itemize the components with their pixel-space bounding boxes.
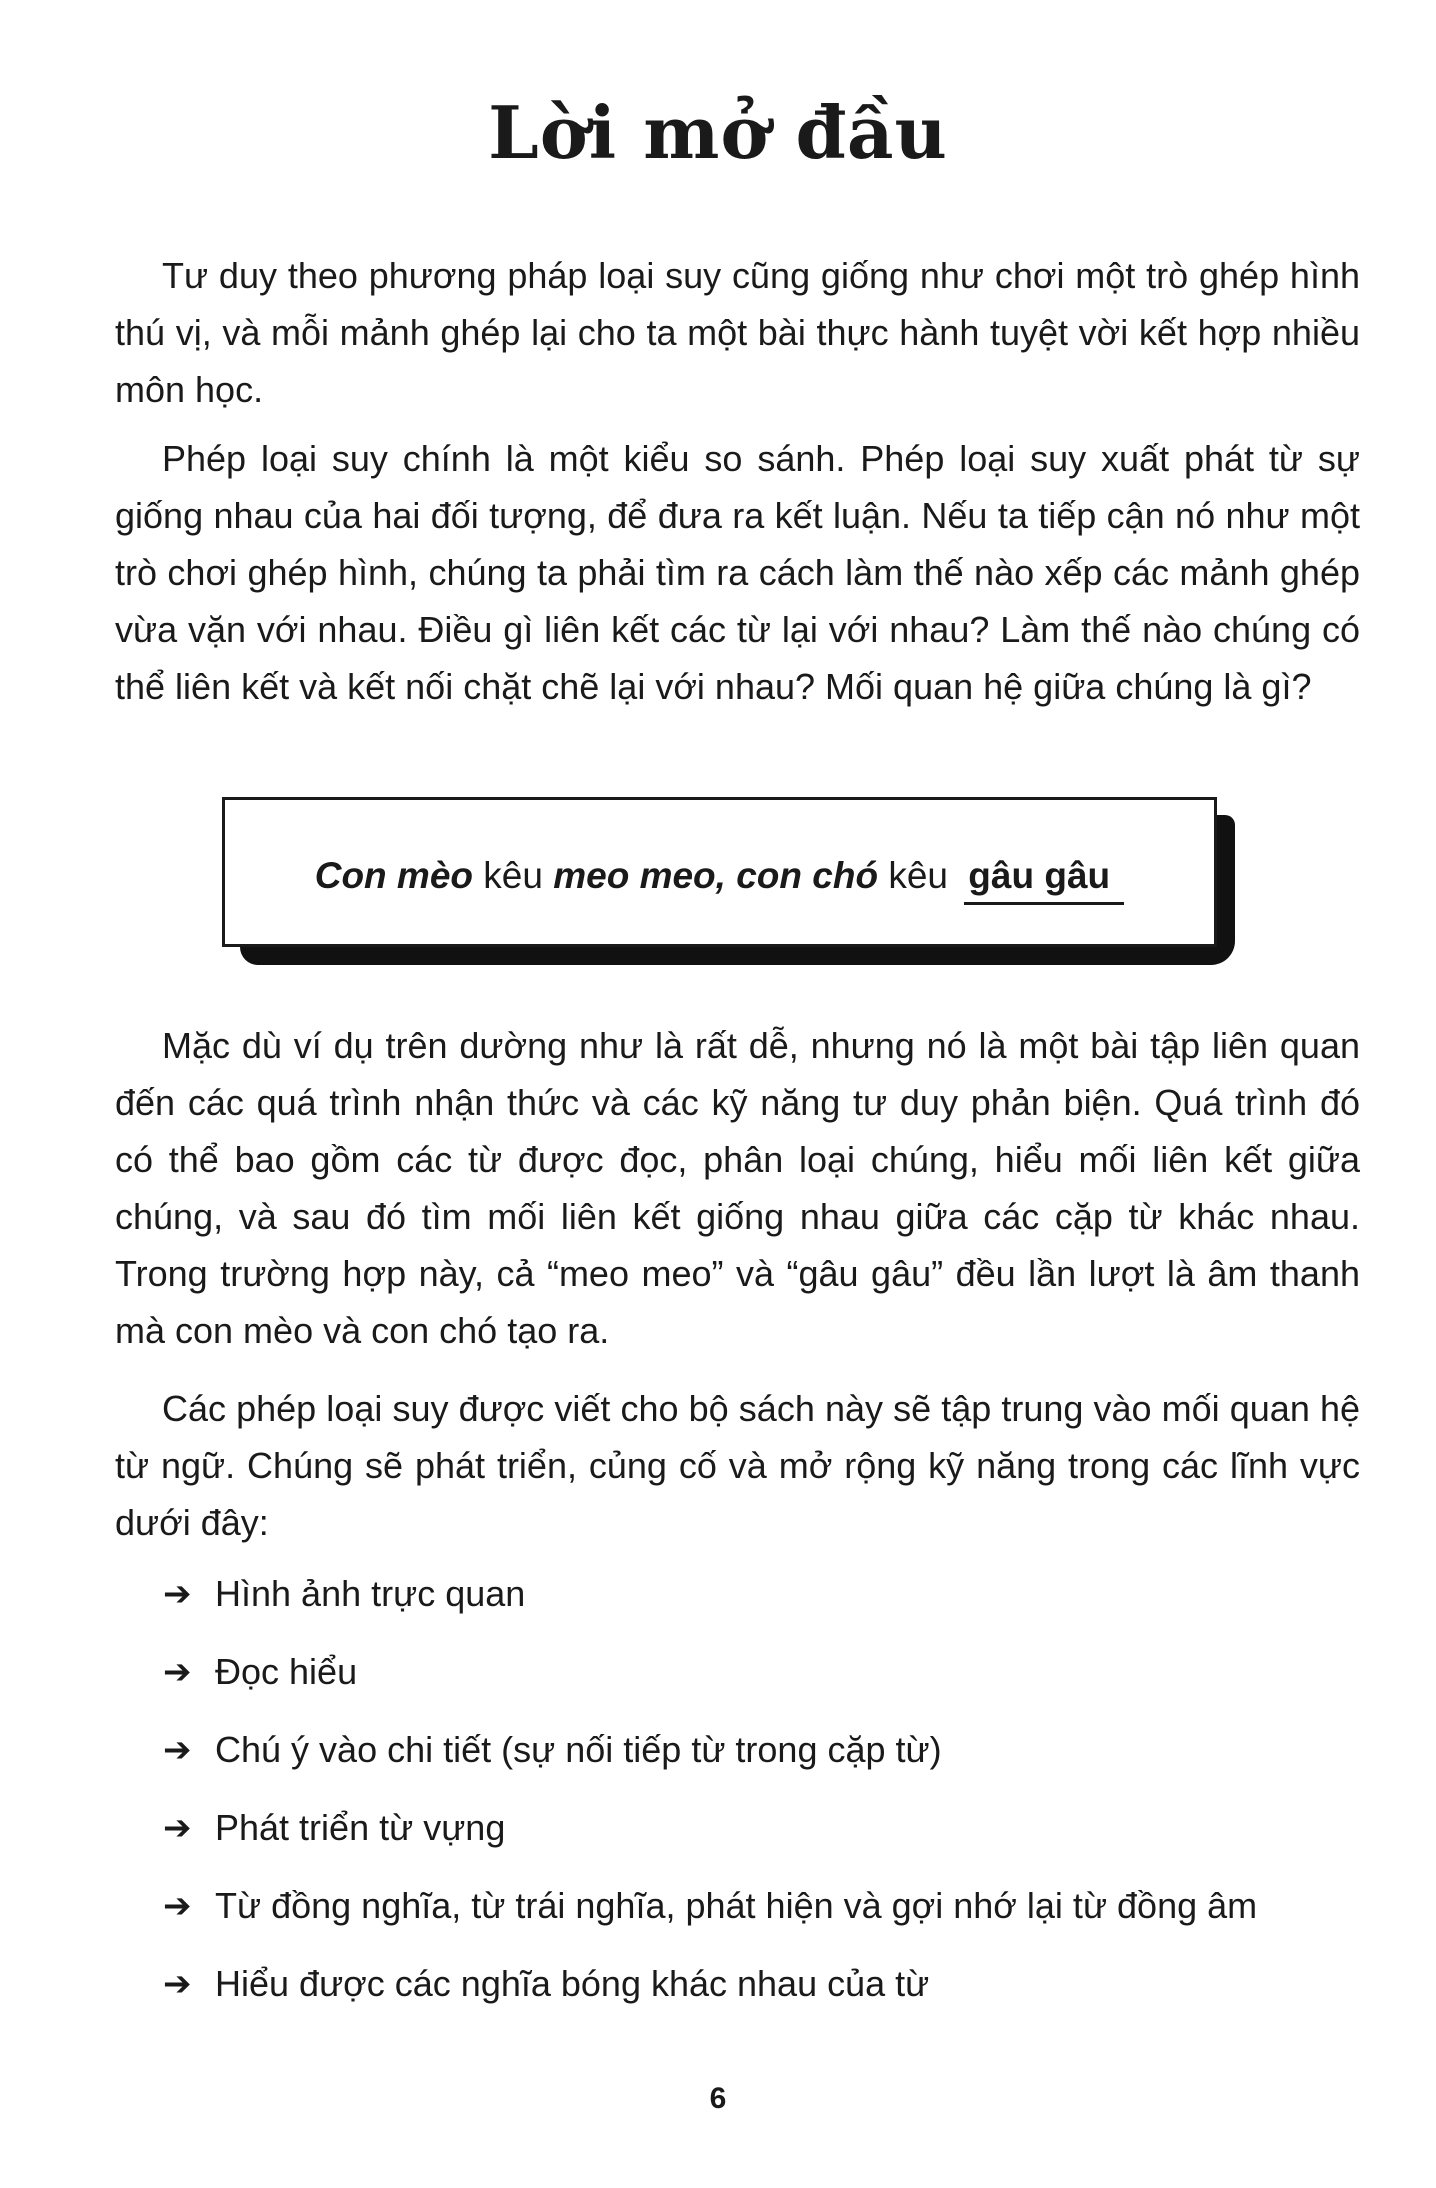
skills-intro-paragraph: Các phép loại suy được viết cho bộ sách này sẽ tập trung vào mối quan hệ từ ngữ. Chúng sẽ phát triển, củng cố và mở rộng kỹ năng trong các lĩnh vực dưới đây: [115,1388,1360,1543]
right-arrow-icon: ➔ [163,1886,192,1926]
list-item [163,1648,1403,1726]
page-title: Lời mở đầu [488,90,948,175]
example-sentence [315,852,1125,905]
list-item-text: Hình ảnh trực quan [215,1573,526,1614]
intro-paragraph-2: Phép loại suy chính là một kiểu so sánh. Phép loại suy xuất phát từ sự giống nhau của hai đối tượng, để đưa ra kết luận. Nếu ta tiếp cận nó như một trò chơi ghép hình, chúng ta phải tìm ra cách làm thế nào xếp các mảnh ghép vừa vặn với nhau. Điều gì liên kết các từ lại với nhau? Làm thế nào chúng có thể liên kết và kết nối chặt chẽ lại với nhau? Mối quan hệ giữa chúng là gì? [115,438,1360,707]
example-verb-2: kêu [878,854,959,896]
right-arrow-icon: ➔ [163,1730,192,1770]
list-item [163,1726,1403,1804]
list-item [163,1570,1403,1648]
list-item-text: Phát triển từ vựng [215,1807,506,1848]
list-item [163,1960,1403,2038]
right-arrow-icon: ➔ [163,1964,192,2004]
example-subject-2: con chó [736,854,879,896]
right-arrow-icon: ➔ [163,1574,192,1614]
list-item-text: Đọc hiểu [215,1651,358,1692]
example-subject-1: Con mèo [314,854,473,896]
example-comma: , [715,854,737,896]
list-item [163,1882,1403,1960]
example-callout [222,797,1217,947]
example-sound-1: meo meo [553,854,716,896]
list-item-text: Chú ý vào chi tiết (sự nối tiếp từ trong cặp từ) [215,1729,942,1770]
right-arrow-icon: ➔ [163,1652,192,1692]
explanation-paragraph: Mặc dù ví dụ trên dường như là rất dễ, nhưng nó là một bài tập liên quan đến các quá trình nhận thức và các kỹ năng tư duy phản biện. Quá trình đó có thể bao gồm các từ được đọc, phân loại chúng, hiểu mối liên kết giữa chúng, và sau đó tìm mối liên kết giống nhau giữa các cặp từ khác nhau. Trong trường hợp này, cả “meo meo” và “gâu gâu” đều lần lượt là âm thanh mà con mèo và con chó tạo ra. [115,1025,1360,1351]
example-verb-1: kêu [473,854,554,896]
list-item-text: Hiểu được các nghĩa bóng khác nhau của từ [215,1963,930,2004]
page-number: 6 [709,2082,727,2115]
right-arrow-icon: ➔ [163,1808,192,1848]
example-box [222,797,1217,947]
intro-paragraph-1: Tư duy theo phương pháp loại suy cũng giống như chơi một trò ghép hình thú vị, và mỗi mảnh ghép lại cho ta một bài thực hành tuyệt vời kết hợp nhiều môn học. [115,255,1360,410]
list-item [163,1804,1403,1882]
list-item-text: Từ đồng nghĩa, từ trái nghĩa, phát hiện và gợi nhớ lại từ đồng âm [215,1885,1258,1926]
example-answer-blank: gâu gâu [964,852,1124,905]
skills-list [163,1570,1403,2038]
